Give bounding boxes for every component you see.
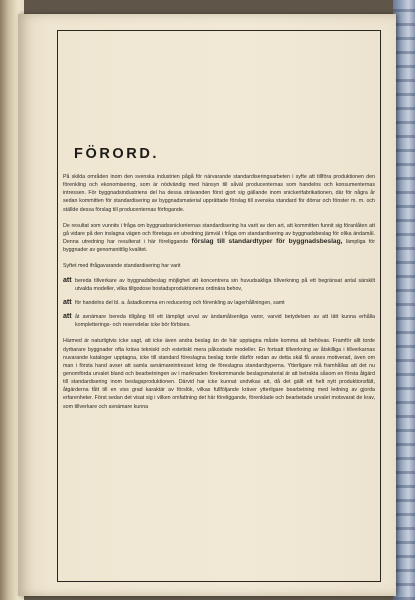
list-item-text: åt avnämare bereda tillgång till ett lämpligt urval av ändamålsenliga varor, varvid betydelsen av att lätt kunna erhålla kompletterings- och reservdelar icke bör förbises.	[75, 314, 375, 329]
paragraph-results-text: De resultat som vunnits i fråga om byggnadssnickeriernas standardisering ha varit av den art, att kommitten funnit sig föranlåten att gå vidare på den inslagna vägen och företaga en utredning jämväl i fråga om standardisering av byggnadsbeslag för olika ändamål. Denna utredning har resulterat i här föreliggande	[63, 222, 375, 246]
list-item	[63, 313, 375, 329]
page-title: FÖRORD.	[74, 146, 160, 162]
paragraph-purpose: Syftet med ifrågavarande standardisering har varit	[63, 263, 181, 270]
list-item-marker: att	[63, 276, 72, 284]
list-item	[63, 277, 375, 293]
paragraph-notes: Härmed är naturligtvis icke sagt, att icke även andra beslag än de här upptagna måste komma att behövas. Framför allt torde dyrbarare byggnader ofta kräva tekniskt och estetiskt mera påkostade modeller. En fortsatt tillverkning av åtskilliga i tillverkarnas nuvarande kataloger upptagna, icke till standard föreslagna beslag torde därför redan av detta skäl få anses motiverad, även om man i första hand avser att samla avnämareintresset kring de föreslagna standardtyperna. Ytterligare må framhållas att det nu genomförda urvalet bland och bearbetningen av i marknaden förekommande beslagsmaterial är att betrakta såsom en första åtgärd till standardisering inom beslagsproduktionen. Därvid har icke kunnat undvikas att, då det gällt ett helt nytt produktionsfält, åtgärderna fått till en viss grad karaktär av förslök, vilkas fullföljande kräver ytterligare bearbetning med ledning av gjorda erfarenheter. Först sedan det visat sig i vilken omfattning det här föreliggande, förenklade och bearbetade urvalet motsvarat de krav, som tillverkare och avnämare kunna	[63, 338, 375, 410]
list-item-text: för handelns del bl. a. åstadkomma en reducering och förenkling av lagerhållningen, samt	[75, 299, 285, 306]
emphasis-standard-types: förslag till standardtyper för byggnadsbeslag,	[191, 238, 343, 246]
paragraph-results-tail: lämpliga för byggnader av genomsnittlig kvalitet.	[63, 239, 375, 254]
paragraph-intro: På skilda områden inom den svenska industrien pågå för närvarande standardiseringsarbeten i syfte att tillföra produktionen den förenkling och ekonomisering, som är nödvändig med hänsyn till såväl producenternas som handelns och konsumenternas intressen. För byggnadsindustriens del ha dessa strävanden först gjort sig gällande inom snickerifabrikationen, där för några år sedan kommitten för standardisering av byggnadsmaterial upprättade förslag till svenska standard för dörrar och fönster m. m. och ställde dessa förslag till producenternas förfogande.	[63, 174, 375, 213]
list-item-marker: att	[63, 298, 72, 306]
list-item-text: bereda tillverkare av byggnadsbeslag möjlighet att koncentrera sin huvudsakliga tillverkning på ett begränsat antal särskilt utvalda modeller, vilka tillgodose bostadsproduktionens ordinära behov,	[75, 277, 375, 292]
foreword-text	[63, 146, 375, 411]
list-item-marker: att	[63, 313, 72, 321]
list-item	[63, 299, 375, 307]
tablecloth-background	[393, 0, 415, 600]
paragraph-results	[63, 222, 375, 255]
